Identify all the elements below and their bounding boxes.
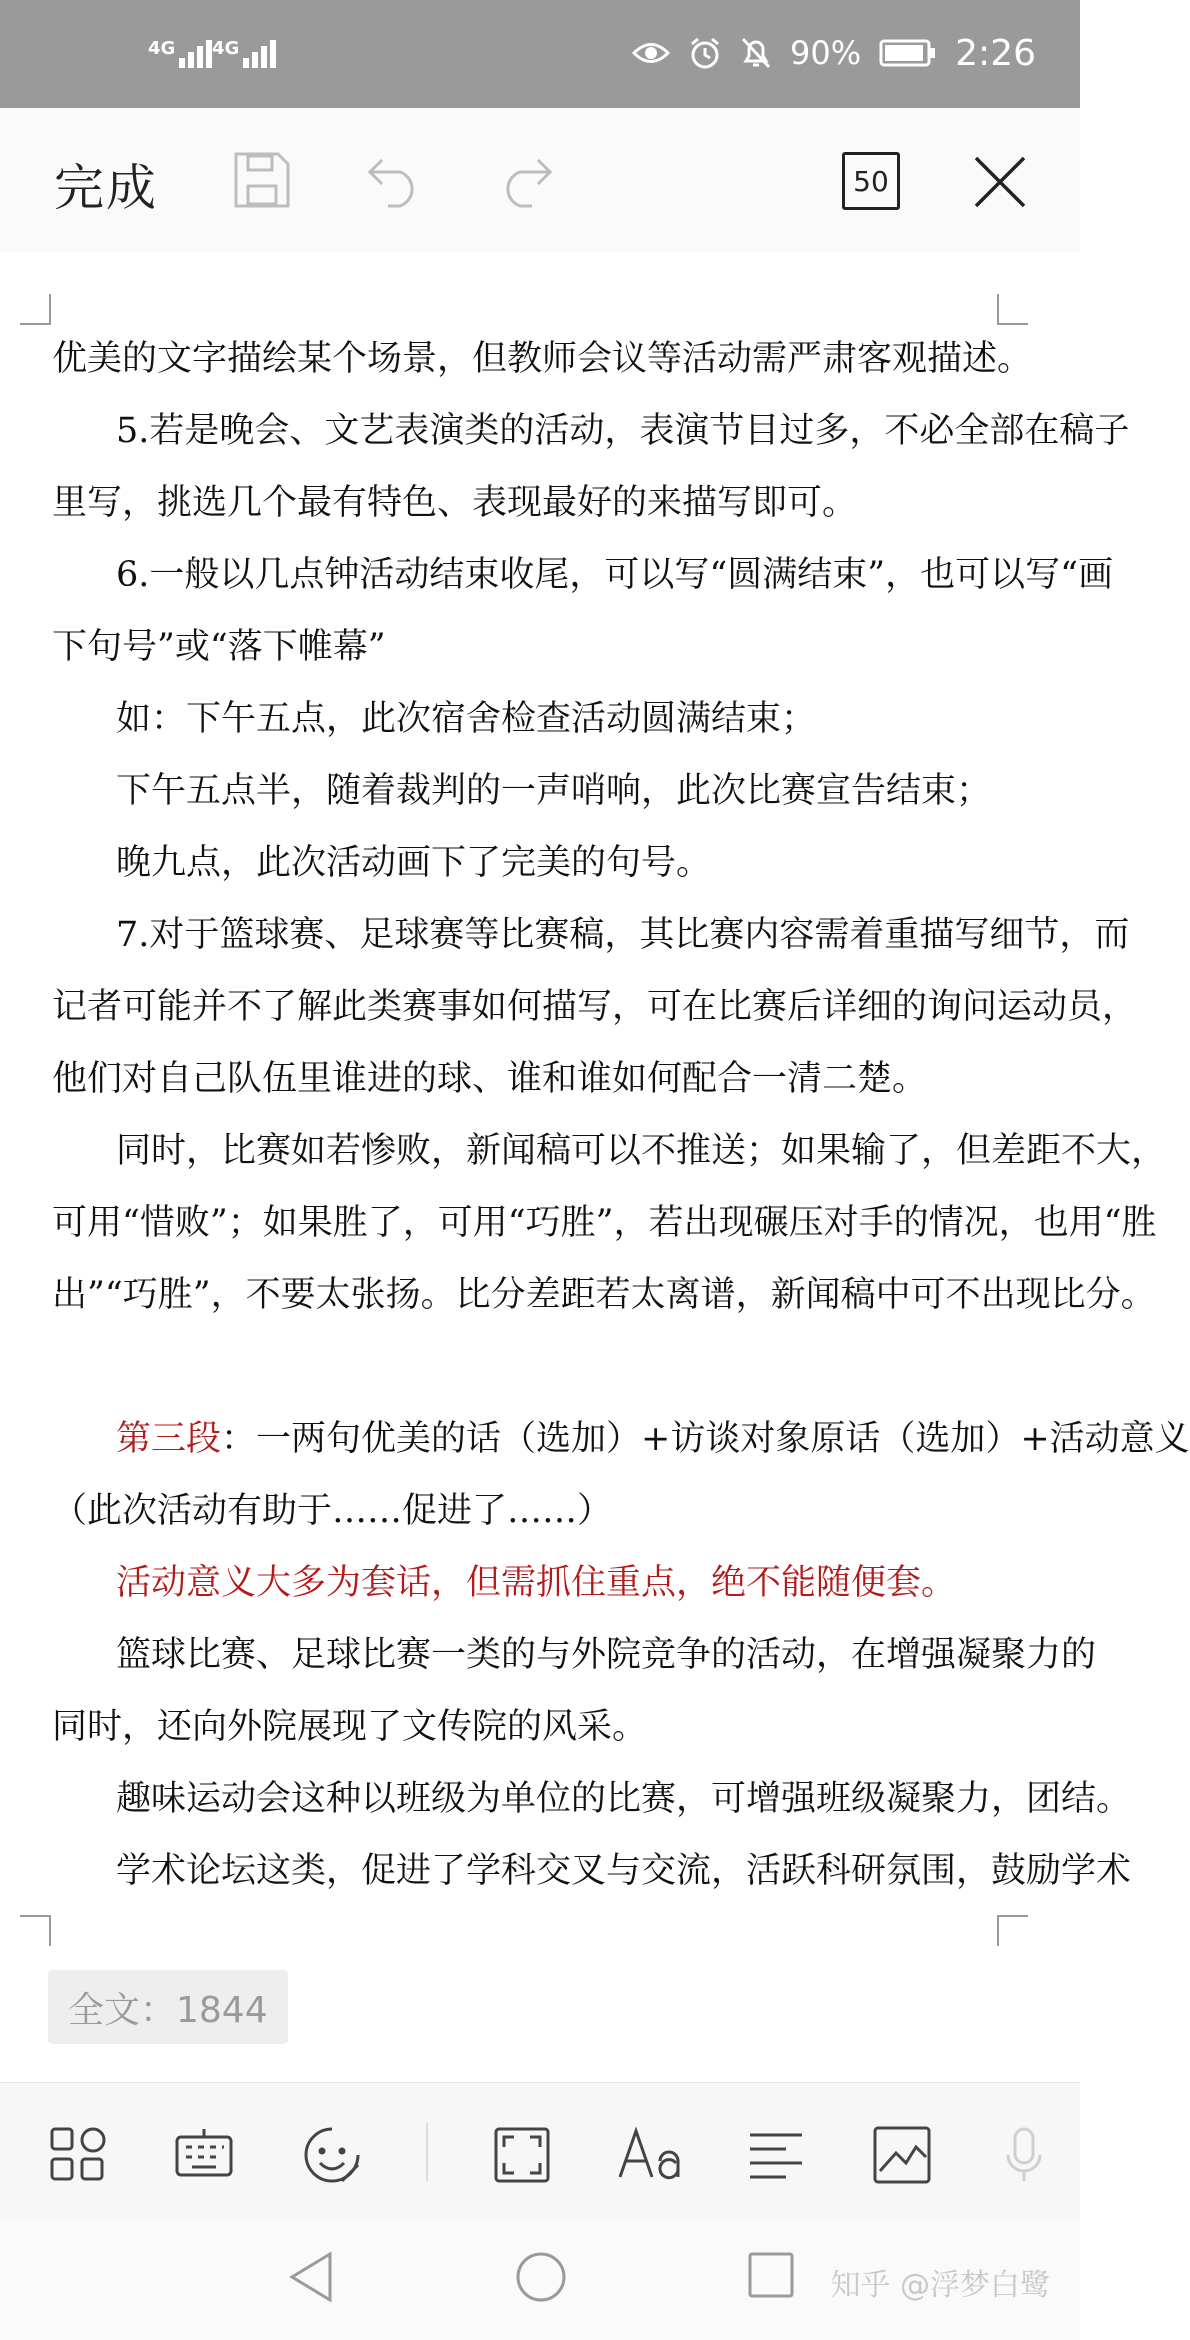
redo-icon[interactable] [496,154,556,208]
bottom-toolbar [0,2082,1080,2221]
total-word-count: 全文：1844 [48,1970,288,2044]
home-circle-icon[interactable] [514,2250,568,2304]
paragraph-line: 7.对于篮球赛、足球赛等比赛稿，其比赛内容需着重描写细节，而 [116,915,1130,955]
apps-grid-icon[interactable] [48,2125,108,2185]
sim2-network-label: 4G [212,38,240,59]
back-triangle-icon[interactable] [286,2250,336,2304]
paragraph-line: 学术论坛这类，促进了学科交叉与交流，活跃科研氛围，鼓励学术 [116,1851,1132,1891]
undo-icon[interactable] [364,154,424,208]
insert-image-icon[interactable] [872,2125,932,2185]
paragraph-line: 他们对自己队伍里谁进的球、谁和谁如何配合一清二楚。 [52,1059,928,1099]
battery-percent: 90% [790,34,862,72]
paragraph-line: 出”“巧胜”，不要太张扬。比分差距若太离谱，新闻稿中可不出现比分。 [52,1275,1156,1315]
system-nav-bar [0,2220,1080,2340]
paragraph-line: 6.一般以几点钟活动结束收尾，可以写“圆满结束”，也可以写“画 [116,555,1114,595]
word-count-button[interactable]: 50 [842,152,900,210]
watermark: 知乎 @浮梦白鹭 [830,2268,1050,2303]
emoji-icon[interactable] [302,2125,362,2185]
paragraph-line: 5.若是晚会、文艺表演类的活动，表演节目过多，不必全部在稿子 [116,411,1130,451]
editor-toolbar [0,108,1080,254]
margin-corner-top-left [18,292,52,326]
paragraph-align-icon[interactable] [746,2125,806,2185]
done-button[interactable]: 完成 [54,159,158,217]
margin-corner-bottom-right [996,1914,1030,1948]
keyboard-icon[interactable] [174,2125,234,2185]
battery-icon [879,38,937,68]
fullscreen-icon[interactable] [492,2125,552,2185]
status-bar [0,0,1080,108]
paragraph-line: 下午五点半，随着裁判的一声哨响，此次比赛宣告结束； [116,771,992,811]
eye-comfort-icon [632,38,670,68]
paragraph-line: 下句号”或“落下帷幕” [52,627,386,667]
clock-time: 2:26 [955,32,1036,74]
paragraph-line: 晚九点，此次活动画下了完美的句号。 [116,843,712,883]
margin-corner-bottom-left [18,1914,52,1948]
alarm-icon [688,36,722,70]
section-three-heading: 第三段 [116,1419,222,1459]
section-three-continuation: （此次活动有助于……促进了……） [52,1491,613,1531]
paragraph-line: 里写，挑选几个最有特色、表现最好的来描写即可。 [52,483,858,523]
paragraph-line: 篮球比赛、足球比赛一类的与外院竞争的活动，在增强凝聚力的 [116,1635,1097,1675]
microphone-icon[interactable] [1004,2125,1044,2185]
paragraph-line: 如：下午五点，此次宿舍检查活动圆满结束； [116,699,817,739]
section-three-line [52,1404,1190,1474]
paragraph-line: 趣味运动会这种以班级为单位的比赛，可增强班级凝聚力，团结。 [116,1779,1132,1819]
recents-square-icon[interactable] [746,2250,796,2300]
section-three-text: ：一两句优美的话（选加）+访谈对象原话（选加）+活动意义 [221,1419,1190,1459]
signal-sim2-icon [212,40,279,68]
mute-bell-icon [740,36,772,70]
paragraph-line: 可用“惜败”；如果胜了，可用“巧胜”，若出现碾压对手的情况，也用“胜 [52,1203,1157,1243]
document-canvas[interactable] [0,252,1190,2082]
save-icon[interactable] [232,150,292,210]
sim1-network-label: 4G [148,38,176,59]
paragraph-line: 同时，比赛如若惨败，新闻稿可以不推送；如果输了，但差距不大， [116,1131,1167,1171]
paragraph-line: 优美的文字描绘某个场景，但教师会议等活动需严肃客观描述。 [52,339,1033,379]
font-style-icon[interactable] [616,2125,686,2185]
red-note: 活动意义大多为套话，但需抓住重点，绝不能随便套。 [116,1563,957,1603]
paragraph-line: 同时，还向外院展现了文传院的风采。 [52,1707,648,1747]
toolbar-divider [426,2123,428,2181]
margin-corner-top-right [996,292,1030,326]
signal-sim1-icon [148,40,215,68]
paragraph-line: 记者可能并不了解此类赛事如何描写，可在比赛后详细的询问运动员， [52,987,1138,1027]
close-icon[interactable] [972,154,1028,210]
